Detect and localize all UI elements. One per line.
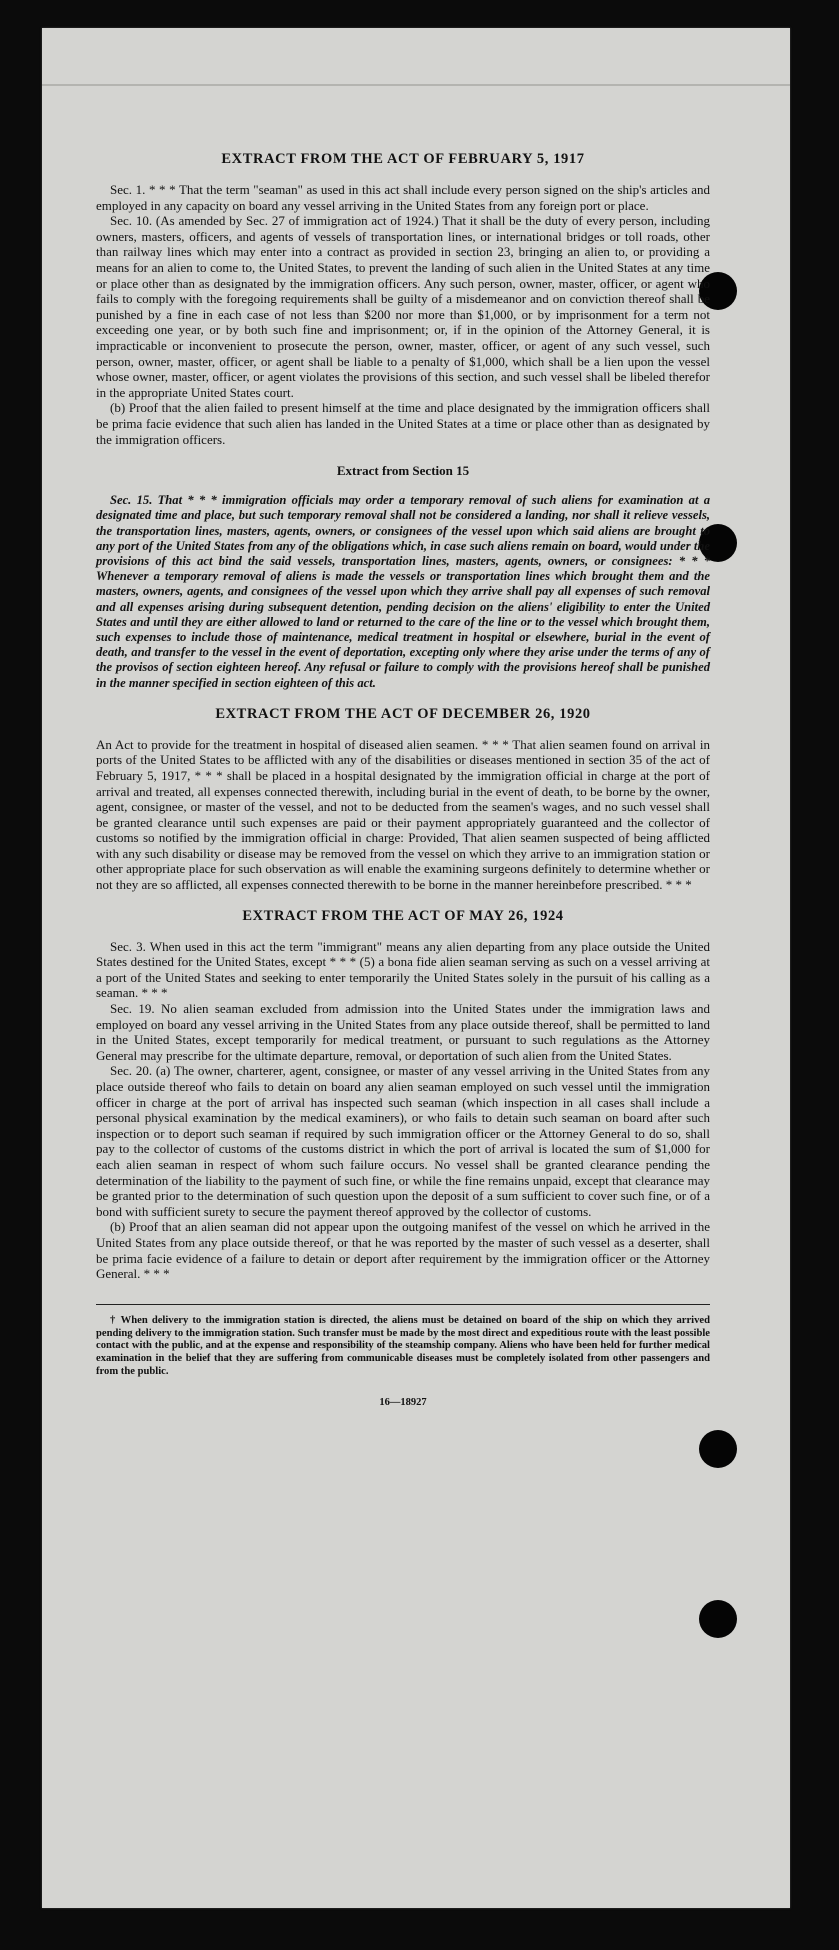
section-act-1920 (96, 705, 710, 893)
section-act-1917 (96, 150, 710, 447)
fold-crease (42, 84, 790, 86)
paragraph: Sec. 20. (a) The owner, charterer, agent, consignee, or master of any vessel arriving in the United States from any place outside thereof who fails to detain on board any alien seaman employed on such vessel until the immigration officer in charge at the port of arrival has inspected such seaman (which inspection in all cases shall include a personal physical examination by the medical examiners), or who fails to detain such seaman on board after such inspection or to deport such seaman if required by such immigration officer or the Attorney General to do so, shall pay to the collector of customs of the customs district in which the port of arrival is located the sum of $1,000 for each alien seaman in respect of whom such failure occurs. No vessel shall be granted clearance pending the determination of the liability to the payment of such fine, or while the fine remains unpaid, except that clearance may be granted prior to the determination of such question upon the deposit of a sum sufficient to cover such fine, or of a bond with sufficient surety to secure the payment thereof approved by the collector of customs. (96, 1063, 710, 1219)
section-15-extract (96, 463, 710, 691)
paragraph: Sec. 15. That * * * immigration officials may order a temporary removal of such aliens for examination at a designated time and place, but such temporary removal shall not be considered a landing, nor shall it relieve vessels, the transportation lines, masters, agents, owners, or consignees of the vessel upon which said aliens are brought to any port of the United States from any of the obligations which, in case such aliens remain on board, would under the provisions of this act bind the said vessels, transportation lines, masters, agents, owners, or consignees: * * * Whenever a temporary removal of aliens is made the vessels or transportation lines which brought them and the masters, owners, agents, and consignees of the vessel upon which they arrive shall pay all expenses of such removal and all expenses arising during subsequent detention, pending decision on the aliens' eligibility to enter the United States and until they are either allowed to land or returned to the care of the line or to the vessel which brought them, such expenses to include those of maintenance, medical treatment in hospital or elsewhere, burial in the event of death, and transfer to the vessel in the event of deportation, excepting only where they arise under the terms of any of the provisos of section eighteen hereof. Any refusal or failure to comply with the provisions hereof shall be punished in the manner specified in section eighteen of this act. (96, 493, 710, 690)
section-act-1924 (96, 907, 710, 1282)
section-heading: EXTRACT FROM THE ACT OF MAY 26, 1924 (242, 907, 564, 924)
paragraph: Sec. 10. (As amended by Sec. 27 of immigration act of 1924.) That it shall be the duty of every person, including owners, masters, officers, and agents of vessels of transportation lines, or international bridges or toll roads, other than railway lines which may enter into a contract as provided in section 23, bringing an alien to, or providing a means for an alien to come to, the United States, to prevent the landing of such alien in the United States at any time or place other than as designated by the immigration officers. Any such person, owner, master, officer, or agent who fails to comply with the foregoing requirements shall be guilty of a misdemeanor and on conviction thereof shall be punished by a fine in each case of not less than $200 nor more than $1,000, or by imprisonment for a term not exceeding one year, or by both such fine and imprisonment; or, if in the opinion of the Attorney General, it is impracticable or inconvenient to prosecute the person, owner, master, officer, or agent of any such vessel, such person, owner, master, officer, or agent shall be liable to a penalty of $1,000, which shall be a lien upon the vessel whose owner, master, officer, or agent violates the provisions of this section, and such vessel shall be libeled therefor in the appropriate United States court. (96, 213, 710, 400)
paragraph: An Act to provide for the treatment in hospital of diseased alien seamen. * * * That alien seamen found on arrival in ports of the United States to be afflicted with any of the disabilities or diseases mentioned in section 35 of the act of February 5, 1917, * * * shall be placed in a hospital designated by the immigration official in charge at the port of arrival and treated, all expenses connected therewith, including burial in the event of death, to be borne by the owner, agent, consignee, or master of the vessel, and not to be deducted from the seamen's wages, and no such vessel shall be granted clearance until such expenses are paid or their payment appropriately guaranteed and the collector of customs so notified by the immigration official in charge: Provided, That alien seamen suspected of being afflicted with any such disability or disease may be removed from the vessel on which they arrive to an immigration station or other appropriate place for such observation as will enable the examining surgeons definitely to determine whether or not they are so afflicted, all expenses connected therewith to be borne in the manner hereinbefore prescribed. * * * (96, 736, 710, 893)
section-heading: EXTRACT FROM THE ACT OF FEBRUARY 5, 1917 (221, 151, 585, 167)
document-text (96, 150, 710, 1408)
paragraph: Sec. 19. No alien seaman excluded from admission into the United States under the immigration laws and employed on board any vessel arriving in the United States from any place outside thereof, shall be permitted to land in the United States, except temporarily for medical treatment, or pursuant to such regulations as the Attorney General may prescribe for the ultimate departure, removal, or deportation of such alien from the United States. (96, 1001, 710, 1063)
paragraph: Sec. 3. When used in this act the term "immigrant" means any alien departing from any place outside the United States destined for the United States, except * * * (5) a bona fide alien seaman serving as such on a vessel arriving at a port of the United States and seeking to enter temporarily the United States solely in the pursuit of his calling as a seaman. * * * (96, 938, 710, 1001)
section-heading: Extract from Section 15 (336, 463, 470, 479)
footnote-divider (96, 1304, 710, 1305)
punch-hole (699, 1430, 737, 1468)
paragraph: Sec. 1. * * * That the term "seaman" as used in this act shall include every person signed on the ship's articles and employed in any capacity on board any vessel arriving in the United States from any foreign port or place. (96, 182, 710, 213)
paragraph: (b) Proof that an alien seaman did not appear upon the outgoing manifest of the vessel on which he arrived in the United States from any place outside thereof, or that he was reported by the master of such vessel as a deserter, shall be prima facie evidence of a failure to detain or deport after requirement by the immigration officer or the Attorney General. * * * (96, 1219, 710, 1282)
punch-hole (699, 1600, 737, 1638)
form-number: 16—18927 (379, 1396, 427, 1408)
paragraph: (b) Proof that the alien failed to present himself at the time and place designated by the immigration officers shall be prima facie evidence that such alien has landed in the United States at a time or place other than as designated by the immigration officers. (96, 400, 710, 447)
footnote: † When delivery to the immigration station is directed, the aliens must be detained on board of the ship on which they arrived pending delivery to the immigration station. Such transfer must be made by the most direct and expeditious route with the least possible contact with the public, and at the expense and responsibility of the steamship company. Aliens who have been held for further medical examination in the belief that they are suffering from communicable diseases must be completely isolated from other passengers and from the public. (96, 1314, 710, 1377)
section-heading: EXTRACT FROM THE ACT OF DECEMBER 26, 1920 (215, 705, 591, 722)
